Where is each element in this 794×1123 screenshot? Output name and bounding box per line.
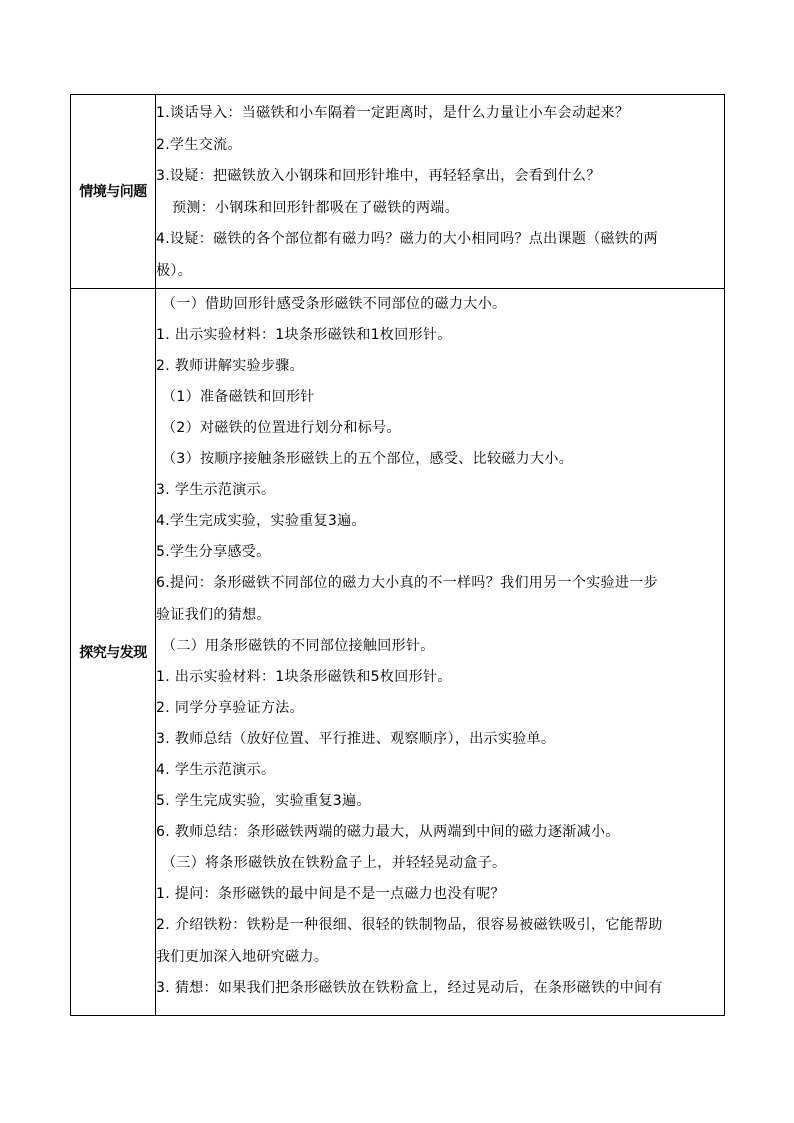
content-line: 6.提问：条形磁铁不同部位的磁力大小真的不一样吗？我们用另一个实验进一步	[156, 575, 658, 592]
content-line: （三）将条形磁铁放在铁粉盒子上，并轻轻晃动盒子。	[162, 855, 507, 872]
content-line: 4.学生完成实验，实验重复3遍。	[156, 513, 366, 530]
content-line: 2. 同学分享验证方法。	[156, 699, 305, 716]
section-row-situation	[71, 95, 725, 289]
section-row-exploration	[71, 288, 725, 1015]
content-line: 1. 出示实验材料：1块条形磁铁和1枚回形针。	[156, 326, 452, 343]
content-line: （二）用条形磁铁的不同部位接触回形针。	[162, 637, 435, 654]
content-line: （2）对磁铁的位置进行划分和标号。	[162, 419, 401, 436]
content-line: （一）借助回形针感受条形磁铁不同部位的磁力大小。	[162, 295, 507, 312]
content-line: 5.学生分享感受。	[156, 544, 271, 561]
lesson-plan-table	[70, 94, 725, 1016]
content-line: 4. 学生示范演示。	[156, 761, 276, 778]
content-line: 我们更加深入地研究磁力。	[156, 948, 329, 965]
content-line: 6. 教师总结：条形磁铁两端的磁力最大，从两端到中间的磁力逐渐减小。	[156, 824, 620, 841]
section-label: 探究与发现	[71, 288, 156, 1015]
section-content	[156, 288, 725, 1015]
content-line: 3. 猜想：如果我们把条形磁铁放在铁粉盒上，经过晃动后，在条形磁铁的中间有	[156, 979, 663, 996]
content-line: （1）准备磁铁和回形针	[162, 388, 315, 405]
content-line: 3. 学生示范演示。	[156, 482, 276, 499]
content-line: （3）按顺序接触条形磁铁上的五个部位，感受、比较磁力大小。	[162, 451, 574, 468]
content-line: 5. 学生完成实验，实验重复3遍。	[156, 793, 371, 810]
content-line: 1. 提问：条形磁铁的最中间是不是一点磁力也没有呢？	[156, 886, 505, 903]
content-line: 2.学生交流。	[156, 136, 242, 153]
content-line: 验证我们的猜想。	[156, 606, 271, 623]
content-line: 极）。	[156, 262, 193, 279]
content-line: 4.设疑：磁铁的各个部位都有磁力吗？磁力的大小相同吗？点出课题（磁铁的两	[156, 231, 658, 248]
content-line: 2. 教师讲解实验步骤。	[156, 357, 305, 374]
content-line: 2. 介绍铁粉：铁粉是一种很细、很轻的铁制物品，很容易被磁铁吸引，它能帮助	[156, 917, 663, 934]
section-label: 情境与问题	[71, 95, 156, 289]
content-line: 1. 出示实验材料：1块条形磁铁和5枚回形针。	[156, 668, 452, 685]
content-line: 预测：小钢珠和回形针都吸在了磁铁的两端。	[172, 199, 459, 216]
content-line: 1.谈话导入：当磁铁和小车隔着一定距离时，是什么力量让小车会动起来？	[156, 105, 630, 121]
content-line: 3. 教师总结（放好位置、平行推进、观察顺序），出示实验单。	[156, 730, 556, 747]
content-line: 3.设疑：把磁铁放入小钢珠和回形针堆中，再轻轻拿出，会看到什么？	[156, 168, 601, 185]
section-content	[156, 95, 725, 289]
